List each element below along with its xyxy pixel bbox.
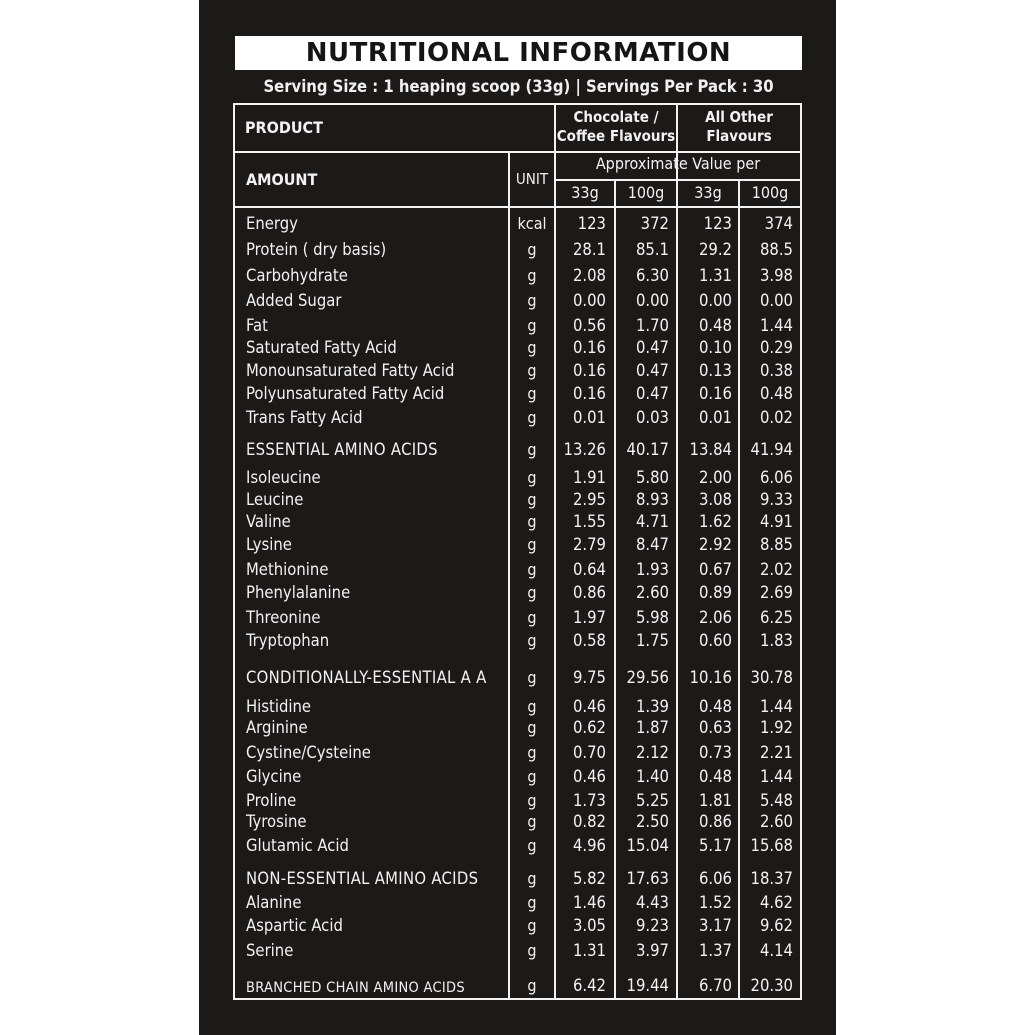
value-cell: 0.00 [572,291,606,310]
value-cell: 13.26 [563,440,606,459]
unit-cell: g [527,893,537,912]
value-cell: 1.83 [759,631,793,650]
unit-cell: g [527,240,537,259]
value-cell: 0.01 [698,408,732,427]
value-cell: 2.06 [698,608,732,627]
nutrient-label: Saturated Fatty Acid [246,338,397,357]
value-cell: 15.68 [750,836,793,855]
value-cell: 2.60 [635,583,669,602]
col-33g-chocolate: 33g [571,183,599,202]
value-cell: 0.46 [572,767,606,786]
value-cell: 0.82 [572,812,606,831]
nutrient-label: Serine [246,941,294,960]
table-row [233,940,802,962]
table-row [233,489,802,511]
unit-cell: g [527,384,537,403]
value-cell: 13.84 [689,440,732,459]
unit-cell: g [527,608,537,627]
value-cell: 0.47 [635,361,669,380]
value-cell: 41.94 [750,440,793,459]
col-33g-other: 33g [694,183,722,202]
divider-header [233,206,802,208]
value-cell: 0.73 [698,743,732,762]
value-cell: 0.03 [635,408,669,427]
approx-header: Approximate Value per [595,154,761,173]
table-row [233,892,802,914]
value-cell: 0.00 [759,291,793,310]
flavour-other-header [678,108,800,146]
table-row [233,607,802,629]
value-cell: 1.91 [572,468,606,487]
value-cell: 17.63 [626,869,669,888]
unit-cell: g [527,976,537,995]
value-cell: 2.12 [635,743,669,762]
value-cell: 4.62 [759,893,793,912]
unit-cell: g [527,468,537,487]
table-row [233,383,802,405]
value-cell: 9.62 [759,916,793,935]
nutrient-label: Monounsaturated Fatty Acid [246,361,455,380]
unit-cell: g [527,338,537,357]
value-cell: 1.97 [572,608,606,627]
flavour-other-line1: All Other [705,108,773,126]
value-cell: 0.86 [698,812,732,831]
nutrient-label: Histidine [246,697,312,716]
table-row [233,265,802,287]
value-cell: 0.47 [635,384,669,403]
table-row [233,337,802,359]
value-cell: 123 [577,214,606,233]
value-cell: 0.63 [698,718,732,737]
value-cell: 0.67 [698,560,732,579]
nutrient-label: NON-ESSENTIAL AMINO ACIDS [246,869,479,888]
table-row [233,467,802,489]
value-cell: 1.44 [759,316,793,335]
value-cell: 1.93 [635,560,669,579]
value-cell: 0.64 [572,560,606,579]
nutrient-label: Arginine [246,718,308,737]
value-cell: 6.30 [635,266,669,285]
value-cell: 4.71 [635,512,669,531]
table-row [233,868,802,890]
value-cell: 0.46 [572,697,606,716]
value-cell: 1.44 [759,697,793,716]
value-cell: 0.10 [698,338,732,357]
value-cell: 1.55 [572,512,606,531]
value-cell: 0.16 [572,338,606,357]
table-row [233,582,802,604]
nutrient-label: Valine [246,512,291,531]
value-cell: 30.78 [750,668,793,687]
value-cell: 6.70 [698,976,732,995]
nutrient-label: Fat [246,316,268,335]
value-cell: 19.44 [626,976,669,995]
value-cell: 0.00 [698,291,732,310]
value-cell: 123 [703,214,732,233]
value-cell: 5.48 [759,791,793,810]
value-cell: 29.2 [698,240,732,259]
value-cell: 3.05 [572,916,606,935]
nutrient-label: Alanine [246,893,302,912]
value-cell: 9.33 [759,490,793,509]
value-cell: 1.44 [759,767,793,786]
value-cell: 4.91 [759,512,793,531]
unit-cell: g [527,583,537,602]
flavour-chocolate-line2: Coffee Flavours [556,127,676,145]
value-cell: 28.1 [572,240,606,259]
value-cell: 2.00 [698,468,732,487]
table-row [233,667,802,689]
value-cell: 85.1 [635,240,669,259]
value-cell: 2.95 [572,490,606,509]
unit-cell: g [527,941,537,960]
table-row [233,239,802,261]
value-cell: 8.85 [759,535,793,554]
value-cell: 29.56 [626,668,669,687]
value-cell: 1.46 [572,893,606,912]
value-cell: 0.01 [572,408,606,427]
nutrient-label: Threonine [246,608,321,627]
table-row [233,315,802,337]
col-100g-chocolate: 100g [627,183,665,202]
value-cell: 1.92 [759,718,793,737]
value-cell: 0.56 [572,316,606,335]
unit-cell: g [527,743,537,762]
table-row [233,766,802,788]
unit-cell: g [527,535,537,554]
value-cell: 0.48 [698,316,732,335]
value-cell: 1.31 [572,941,606,960]
nutrient-label: Proline [246,791,297,810]
table-row [233,811,802,833]
table-row [233,559,802,581]
nutrient-label: Phenylalanine [246,583,351,602]
divider-approx [555,179,802,181]
nutrition-table [233,103,802,1000]
value-cell: 1.70 [635,316,669,335]
value-cell: 1.52 [698,893,732,912]
value-cell: 2.21 [759,743,793,762]
nutrient-label: Protein ( dry basis) [246,240,387,259]
table-row [233,534,802,556]
value-cell: 1.39 [635,697,669,716]
unit-cell: g [527,668,537,687]
value-cell: 0.48 [698,767,732,786]
nutrient-label: Leucine [246,490,304,509]
nutrient-label: Added Sugar [246,291,342,310]
nutrient-label: Methionine [246,560,329,579]
unit-cell: g [527,916,537,935]
value-cell: 1.62 [698,512,732,531]
nutrient-label: Trans Fatty Acid [246,408,363,427]
value-cell: 9.75 [572,668,606,687]
value-cell: 0.48 [698,697,732,716]
value-cell: 374 [764,214,793,233]
value-cell: 1.87 [635,718,669,737]
nutrient-label: Energy [246,214,298,233]
value-cell: 15.04 [626,836,669,855]
value-cell: 2.79 [572,535,606,554]
value-cell: 3.17 [698,916,732,935]
value-cell: 0.47 [635,338,669,357]
value-cell: 0.48 [759,384,793,403]
value-cell: 2.69 [759,583,793,602]
nutrient-label: Isoleucine [246,468,321,487]
value-cell: 0.16 [572,361,606,380]
divider-product [233,151,802,153]
table-row [233,407,802,429]
unit-cell: g [527,767,537,786]
nutrient-label: Tryptophan [246,631,330,650]
unit-cell: g [527,791,537,810]
nutrient-label: Tyrosine [246,812,307,831]
table-row [233,213,802,235]
value-cell: 0.02 [759,408,793,427]
value-cell: 0.70 [572,743,606,762]
table-row [233,439,802,461]
value-cell: 4.96 [572,836,606,855]
value-cell: 3.97 [635,941,669,960]
value-cell: 5.80 [635,468,669,487]
value-cell: 2.60 [759,812,793,831]
value-cell: 1.37 [698,941,732,960]
table-row [233,915,802,937]
value-cell: 1.81 [698,791,732,810]
table-border-top [233,103,802,105]
unit-cell: kcal [517,214,547,233]
value-cell: 6.06 [759,468,793,487]
nutrient-label: BRANCHED CHAIN AMINO ACIDS [246,980,465,996]
unit-cell: g [527,718,537,737]
value-cell: 10.16 [689,668,732,687]
value-cell: 88.5 [759,240,793,259]
value-cell: 1.31 [698,266,732,285]
value-cell: 1.73 [572,791,606,810]
col-100g-other: 100g [751,183,789,202]
value-cell: 2.92 [698,535,732,554]
table-row [233,835,802,857]
nutrient-label: Polyunsaturated Fatty Acid [246,384,445,403]
value-cell: 2.02 [759,560,793,579]
unit-cell: g [527,812,537,831]
nutrient-label: Glycine [246,767,302,786]
value-cell: 40.17 [626,440,669,459]
value-cell: 1.40 [635,767,669,786]
value-cell: 0.62 [572,718,606,737]
table-row [233,696,802,718]
nutrient-label: Lysine [246,535,292,554]
unit-cell: g [527,316,537,335]
nutrient-label: Glutamic Acid [246,836,349,855]
unit-cell: g [527,697,537,716]
table-row [233,290,802,312]
value-cell: 0.13 [698,361,732,380]
table-row [233,975,802,997]
unit-cell: g [527,291,537,310]
unit-header: UNIT [515,170,549,188]
value-cell: 2.50 [635,812,669,831]
value-cell: 6.42 [572,976,606,995]
table-row [233,360,802,382]
value-cell: 372 [640,214,669,233]
nutrient-label: Cystine/Cysteine [246,743,371,762]
value-cell: 0.16 [698,384,732,403]
value-cell: 0.60 [698,631,732,650]
value-cell: 4.14 [759,941,793,960]
unit-cell: g [527,490,537,509]
value-cell: 1.75 [635,631,669,650]
serving-info: Serving Size : 1 heaping scoop (33g) | Servings Per Pack : 30 [263,77,774,96]
value-cell: 6.06 [698,869,732,888]
unit-cell: g [527,361,537,380]
value-cell: 0.29 [759,338,793,357]
unit-cell: g [527,560,537,579]
unit-cell: g [527,836,537,855]
flavour-chocolate-header [556,108,676,146]
flavour-other-line2: Flavours [706,127,772,145]
unit-cell: g [527,869,537,888]
flavour-chocolate-line1: Chocolate / [573,108,659,126]
value-cell: 0.89 [698,583,732,602]
value-cell: 0.16 [572,384,606,403]
value-cell: 8.93 [635,490,669,509]
unit-cell: g [527,631,537,650]
page-title: NUTRITIONAL INFORMATION [235,36,802,70]
unit-cell: g [527,512,537,531]
value-cell: 5.82 [572,869,606,888]
value-cell: 8.47 [635,535,669,554]
value-cell: 6.25 [759,608,793,627]
value-cell: 5.25 [635,791,669,810]
unit-cell: g [527,408,537,427]
value-cell: 0.86 [572,583,606,602]
table-row [233,790,802,812]
value-cell: 3.08 [698,490,732,509]
value-cell: 18.37 [750,869,793,888]
value-cell: 9.23 [635,916,669,935]
table-row [233,742,802,764]
nutrient-label: Aspartic Acid [246,916,343,935]
table-row [233,717,802,739]
value-cell: 0.38 [759,361,793,380]
value-cell: 0.00 [635,291,669,310]
value-cell: 5.98 [635,608,669,627]
value-cell: 0.58 [572,631,606,650]
value-cell: 4.43 [635,893,669,912]
product-header: PRODUCT [245,118,323,137]
table-row [233,511,802,533]
nutrient-label: CONDITIONALLY-ESSENTIAL A A [246,668,487,687]
nutrient-label: Carbohydrate [246,266,348,285]
value-cell: 3.98 [759,266,793,285]
value-cell: 20.30 [750,976,793,995]
nutrient-label: ESSENTIAL AMINO ACIDS [246,440,438,459]
unit-cell: g [527,440,537,459]
value-cell: 5.17 [698,836,732,855]
table-row [233,630,802,652]
value-cell: 2.08 [572,266,606,285]
amount-header: AMOUNT [246,170,318,189]
unit-cell: g [527,266,537,285]
